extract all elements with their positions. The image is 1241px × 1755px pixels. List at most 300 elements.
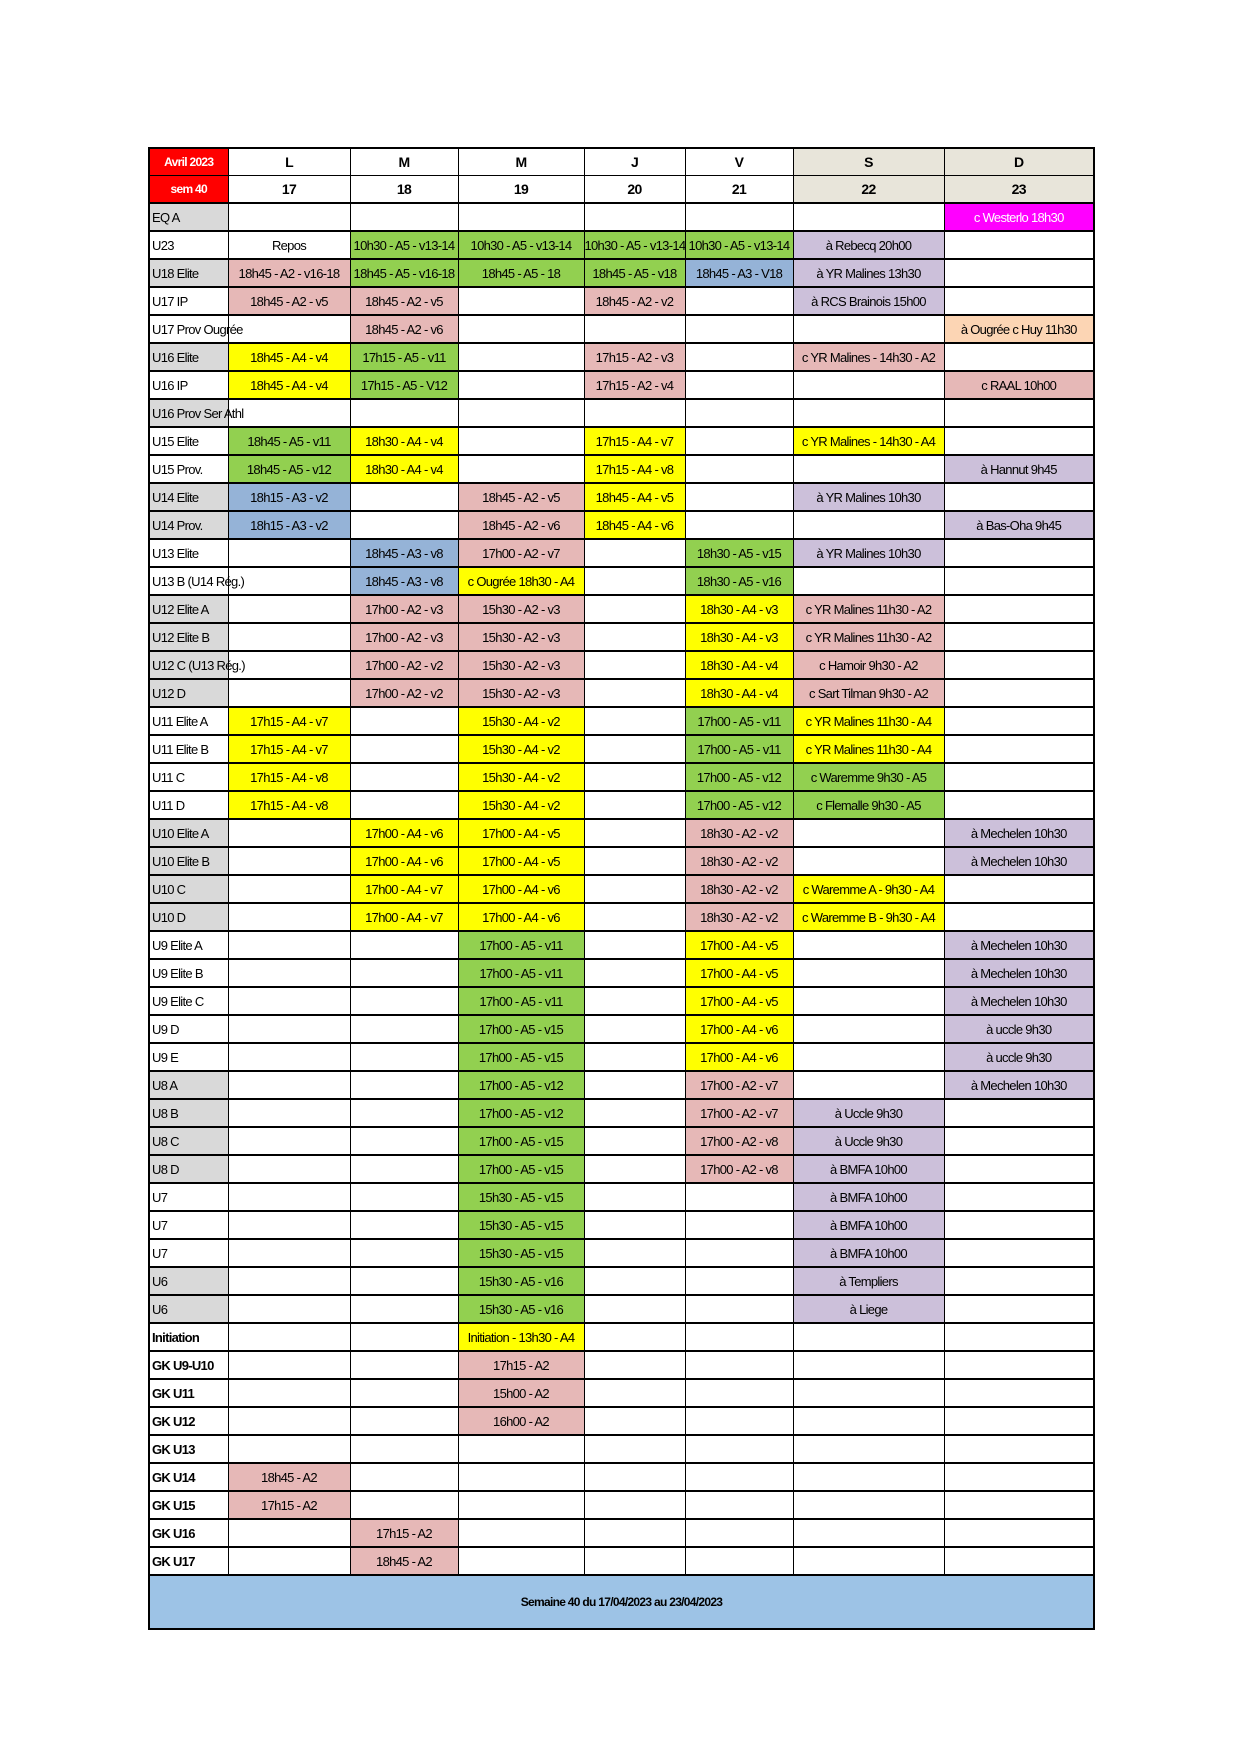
schedule-cell xyxy=(584,539,685,567)
schedule-cell xyxy=(584,1043,685,1071)
schedule-cell: c YR Malines - 14h30 - A2 xyxy=(793,343,944,371)
schedule-cell: 15h30 - A2 - v3 xyxy=(458,651,584,679)
schedule-cell: 18h45 - A2 - v16-18 xyxy=(228,259,350,287)
schedule-cell xyxy=(584,623,685,651)
schedule-cell xyxy=(458,371,584,399)
schedule-cell: 18h45 - A4 - v4 xyxy=(228,371,350,399)
month-label: Avril 2023 xyxy=(149,148,228,176)
schedule-cell: 17h15 - A4 - v7 xyxy=(228,707,350,735)
schedule-cell xyxy=(793,1491,944,1519)
schedule-cell xyxy=(458,1519,584,1547)
schedule-cell: 18h45 - A3 - v8 xyxy=(350,567,458,595)
table-row xyxy=(149,679,1094,707)
schedule-cell: 15h00 - A2 xyxy=(458,1379,584,1407)
schedule-cell xyxy=(584,875,685,903)
table-row xyxy=(149,399,1094,427)
schedule-cell: 17h15 - A4 - v8 xyxy=(584,455,685,483)
schedule-cell xyxy=(350,1211,458,1239)
day-date-mon: 17 xyxy=(228,176,350,204)
team-label: GK U12 xyxy=(149,1407,228,1435)
schedule-cell: c Ougrée 18h30 - A4 xyxy=(458,567,584,595)
schedule-cell: 18h45 - A2 - v2 xyxy=(584,287,685,315)
schedule-cell xyxy=(944,567,1094,595)
schedule-cell: 17h00 - A5 - v12 xyxy=(458,1099,584,1127)
day-date-tue: 18 xyxy=(350,176,458,204)
schedule-cell: 18h45 - A2 xyxy=(350,1547,458,1575)
schedule-cell xyxy=(685,1435,793,1463)
schedule-cell: 17h00 - A5 - v11 xyxy=(458,931,584,959)
team-label: U14 Elite xyxy=(149,483,228,511)
schedule-cell xyxy=(458,287,584,315)
table-row xyxy=(149,987,1094,1015)
schedule-cell xyxy=(944,679,1094,707)
schedule-cell xyxy=(228,987,350,1015)
schedule-cell: Initiation - 13h30 - A4 xyxy=(458,1323,584,1351)
schedule-cell: à Liege xyxy=(793,1295,944,1323)
table-row xyxy=(149,1351,1094,1379)
week-label: sem 40 xyxy=(149,176,228,204)
schedule-cell: 17h15 - A2 - v4 xyxy=(584,371,685,399)
team-label: U12 Elite A xyxy=(149,595,228,623)
schedule-cell: 17h00 - A5 - v11 xyxy=(458,959,584,987)
schedule-cell: c YR Malines - 14h30 - A4 xyxy=(793,427,944,455)
schedule-cell: à Mechelen 10h30 xyxy=(944,1071,1094,1099)
weekly-schedule-table xyxy=(148,147,1095,1630)
table-row xyxy=(149,1295,1094,1323)
team-label: U10 C xyxy=(149,875,228,903)
schedule-cell xyxy=(793,1323,944,1351)
table-row xyxy=(149,539,1094,567)
schedule-cell xyxy=(228,203,350,231)
schedule-cell: à Mechelen 10h30 xyxy=(944,987,1094,1015)
schedule-cell xyxy=(944,651,1094,679)
day-letter-mon: L xyxy=(228,148,350,176)
schedule-cell: à Mechelen 10h30 xyxy=(944,959,1094,987)
schedule-cell: 17h15 - A2 xyxy=(458,1351,584,1379)
schedule-cell xyxy=(350,1043,458,1071)
schedule-cell: 10h30 - A5 - v13-14 xyxy=(584,231,685,259)
schedule-cell: 17h00 - A4 - v6 xyxy=(458,875,584,903)
day-letter-tue: M xyxy=(350,148,458,176)
team-label: EQ A xyxy=(149,203,228,231)
schedule-cell: 17h00 - A5 - v15 xyxy=(458,1015,584,1043)
table-row xyxy=(149,1463,1094,1491)
table-row xyxy=(149,1127,1094,1155)
table-row xyxy=(149,1323,1094,1351)
schedule-cell: 18h15 - A3 - v2 xyxy=(228,511,350,539)
team-label: GK U17 xyxy=(149,1547,228,1575)
schedule-cell xyxy=(584,1267,685,1295)
table-row xyxy=(149,1239,1094,1267)
day-date-thu: 20 xyxy=(584,176,685,204)
schedule-cell: 17h00 - A2 - v2 xyxy=(350,679,458,707)
schedule-cell xyxy=(584,987,685,1015)
schedule-cell: 17h00 - A4 - v5 xyxy=(685,959,793,987)
schedule-cell: 18h15 - A3 - v2 xyxy=(228,483,350,511)
schedule-cell xyxy=(350,1183,458,1211)
schedule-cell xyxy=(350,483,458,511)
schedule-cell xyxy=(685,511,793,539)
schedule-cell xyxy=(944,1155,1094,1183)
team-label: U14 Prov. xyxy=(149,511,228,539)
schedule-cell xyxy=(584,1239,685,1267)
schedule-cell xyxy=(350,1155,458,1183)
schedule-cell xyxy=(228,1379,350,1407)
table-row xyxy=(149,1267,1094,1295)
schedule-cell xyxy=(944,1407,1094,1435)
team-label: GK U15 xyxy=(149,1491,228,1519)
schedule-cell xyxy=(228,1519,350,1547)
schedule-cell xyxy=(458,1435,584,1463)
day-letter-thu: J xyxy=(584,148,685,176)
schedule-cell xyxy=(228,1239,350,1267)
schedule-cell: à YR Malines 13h30 xyxy=(793,259,944,287)
schedule-cell xyxy=(228,959,350,987)
schedule-cell: à Uccle 9h30 xyxy=(793,1127,944,1155)
schedule-cell xyxy=(584,959,685,987)
schedule-cell xyxy=(228,567,350,595)
day-date-wed: 19 xyxy=(458,176,584,204)
team-label: U11 Elite A xyxy=(149,707,228,735)
schedule-cell: 17h00 - A4 - v5 xyxy=(685,987,793,1015)
schedule-cell: c Sart Tilman 9h30 - A2 xyxy=(793,679,944,707)
schedule-cell xyxy=(584,1379,685,1407)
schedule-cell xyxy=(685,1239,793,1267)
team-label: U7 xyxy=(149,1239,228,1267)
schedule-cell xyxy=(228,1099,350,1127)
schedule-cell: 18h30 - A2 - v2 xyxy=(685,847,793,875)
schedule-cell xyxy=(944,399,1094,427)
schedule-cell: 17h15 - A5 - V12 xyxy=(350,371,458,399)
schedule-cell: 17h00 - A5 - v12 xyxy=(685,791,793,819)
team-label: U9 Elite C xyxy=(149,987,228,1015)
team-label: U16 IP xyxy=(149,371,228,399)
team-label: U23 xyxy=(149,231,228,259)
schedule-cell xyxy=(685,371,793,399)
table-row xyxy=(149,1211,1094,1239)
team-label: U7 xyxy=(149,1183,228,1211)
schedule-cell xyxy=(350,735,458,763)
schedule-cell xyxy=(350,1491,458,1519)
schedule-cell xyxy=(685,1379,793,1407)
table-row xyxy=(149,875,1094,903)
schedule-cell: à Bas-Oha 9h45 xyxy=(944,511,1094,539)
schedule-cell xyxy=(584,1463,685,1491)
table-row xyxy=(149,427,1094,455)
table-row xyxy=(149,847,1094,875)
schedule-cell: à Mechelen 10h30 xyxy=(944,847,1094,875)
table-row xyxy=(149,1435,1094,1463)
schedule-cell: 17h00 - A4 - v5 xyxy=(458,847,584,875)
header-day-dates-row xyxy=(149,176,1094,204)
schedule-cell xyxy=(944,1267,1094,1295)
team-label: U12 D xyxy=(149,679,228,707)
schedule-cell xyxy=(584,1099,685,1127)
schedule-cell xyxy=(350,1239,458,1267)
team-label: U18 Elite xyxy=(149,259,228,287)
schedule-header xyxy=(149,148,1094,203)
schedule-cell: 15h30 - A2 - v3 xyxy=(458,679,584,707)
schedule-cell xyxy=(584,707,685,735)
schedule-cell xyxy=(793,1435,944,1463)
schedule-cell xyxy=(944,1379,1094,1407)
table-row xyxy=(149,1491,1094,1519)
schedule-cell xyxy=(584,651,685,679)
schedule-cell xyxy=(944,1183,1094,1211)
schedule-cell: 18h45 - A5 - v18 xyxy=(584,259,685,287)
schedule-cell: à YR Malines 10h30 xyxy=(793,483,944,511)
schedule-cell: 17h00 - A4 - v7 xyxy=(350,875,458,903)
schedule-cell: 18h30 - A5 - v15 xyxy=(685,539,793,567)
schedule-cell xyxy=(685,1351,793,1379)
day-date-fri: 21 xyxy=(685,176,793,204)
schedule-cell xyxy=(944,1099,1094,1127)
table-row xyxy=(149,707,1094,735)
team-label: Initiation xyxy=(149,1323,228,1351)
schedule-cell: c Waremme 9h30 - A5 xyxy=(793,763,944,791)
schedule-cell xyxy=(350,1435,458,1463)
schedule-cell: 17h00 - A5 - v11 xyxy=(685,735,793,763)
schedule-cell xyxy=(685,1211,793,1239)
schedule-cell xyxy=(228,1183,350,1211)
schedule-cell xyxy=(944,875,1094,903)
schedule-cell xyxy=(350,1127,458,1155)
schedule-cell xyxy=(584,315,685,343)
schedule-cell xyxy=(685,427,793,455)
schedule-cell xyxy=(584,1071,685,1099)
schedule-cell: 17h00 - A2 - v8 xyxy=(685,1127,793,1155)
day-letter-sat: S xyxy=(793,148,944,176)
schedule-cell xyxy=(228,1043,350,1071)
schedule-cell xyxy=(228,315,350,343)
schedule-cell: 18h30 - A2 - v2 xyxy=(685,875,793,903)
schedule-cell: 17h00 - A5 - v15 xyxy=(458,1155,584,1183)
schedule-cell: à Templiers xyxy=(793,1267,944,1295)
schedule-cell: 18h45 - A5 - v16-18 xyxy=(350,259,458,287)
schedule-cell: 18h30 - A4 - v3 xyxy=(685,595,793,623)
schedule-cell xyxy=(458,315,584,343)
schedule-cell xyxy=(584,819,685,847)
schedule-cell: 18h30 - A4 - v3 xyxy=(685,623,793,651)
table-row xyxy=(149,651,1094,679)
schedule-cell xyxy=(228,1351,350,1379)
schedule-cell xyxy=(944,1519,1094,1547)
schedule-cell xyxy=(584,203,685,231)
schedule-cell: c Waremme A - 9h30 - A4 xyxy=(793,875,944,903)
schedule-cell xyxy=(685,1491,793,1519)
schedule-cell: à Uccle 9h30 xyxy=(793,1099,944,1127)
schedule-cell: 17h15 - A4 - v8 xyxy=(228,763,350,791)
schedule-cell xyxy=(228,1155,350,1183)
table-row xyxy=(149,959,1094,987)
schedule-cell xyxy=(584,567,685,595)
schedule-cell: 18h45 - A3 - v8 xyxy=(350,539,458,567)
schedule-cell xyxy=(685,1295,793,1323)
schedule-cell xyxy=(793,371,944,399)
schedule-cell: 15h30 - A4 - v2 xyxy=(458,791,584,819)
team-label: GK U9-U10 xyxy=(149,1351,228,1379)
schedule-cell xyxy=(944,763,1094,791)
schedule-cell xyxy=(685,1323,793,1351)
schedule-cell xyxy=(350,1295,458,1323)
schedule-cell xyxy=(584,1491,685,1519)
schedule-cell xyxy=(228,623,350,651)
schedule-cell xyxy=(944,623,1094,651)
schedule-cell: à uccle 9h30 xyxy=(944,1043,1094,1071)
team-label: U12 Elite B xyxy=(149,623,228,651)
schedule-cell: à BMFA 10h00 xyxy=(793,1211,944,1239)
schedule-cell: 17h00 - A5 - v12 xyxy=(685,763,793,791)
schedule-cell xyxy=(944,707,1094,735)
schedule-cell: 18h30 - A4 - v4 xyxy=(350,455,458,483)
schedule-cell: à uccle 9h30 xyxy=(944,1015,1094,1043)
schedule-cell: à Hannut 9h45 xyxy=(944,455,1094,483)
day-letter-fri: V xyxy=(685,148,793,176)
schedule-footer xyxy=(149,1575,1094,1629)
schedule-cell xyxy=(793,1547,944,1575)
schedule-cell xyxy=(944,1463,1094,1491)
schedule-cell xyxy=(584,1211,685,1239)
schedule-cell: à Rebecq 20h00 xyxy=(793,231,944,259)
schedule-cell xyxy=(944,483,1094,511)
schedule-cell xyxy=(944,1547,1094,1575)
team-label: U8 B xyxy=(149,1099,228,1127)
schedule-cell: 18h30 - A5 - v16 xyxy=(685,567,793,595)
schedule-cell: 18h45 - A2 - v5 xyxy=(458,483,584,511)
day-letter-sun: D xyxy=(944,148,1094,176)
schedule-cell: 17h00 - A2 - v8 xyxy=(685,1155,793,1183)
schedule-cell xyxy=(458,1463,584,1491)
table-row xyxy=(149,1015,1094,1043)
schedule-cell xyxy=(944,1211,1094,1239)
schedule-cell: 15h30 - A2 - v3 xyxy=(458,623,584,651)
schedule-cell xyxy=(458,203,584,231)
schedule-cell xyxy=(584,735,685,763)
team-label: U15 Elite xyxy=(149,427,228,455)
team-label: GK U13 xyxy=(149,1435,228,1463)
schedule-cell: 15h30 - A5 - v16 xyxy=(458,1267,584,1295)
schedule-cell: 17h00 - A2 - v3 xyxy=(350,623,458,651)
team-label: GK U16 xyxy=(149,1519,228,1547)
schedule-cell: 15h30 - A5 - v16 xyxy=(458,1295,584,1323)
schedule-cell xyxy=(793,1379,944,1407)
table-row xyxy=(149,735,1094,763)
team-label: U13 B (U14 Rég.) xyxy=(149,567,228,595)
team-label: U8 A xyxy=(149,1071,228,1099)
schedule-cell xyxy=(584,1015,685,1043)
schedule-cell xyxy=(458,455,584,483)
schedule-cell xyxy=(793,511,944,539)
schedule-cell: 17h00 - A5 - v12 xyxy=(458,1071,584,1099)
table-row xyxy=(149,1407,1094,1435)
table-row xyxy=(149,1099,1094,1127)
table-row xyxy=(149,595,1094,623)
schedule-cell xyxy=(584,399,685,427)
schedule-cell xyxy=(350,1463,458,1491)
team-label: U11 D xyxy=(149,791,228,819)
schedule-cell: 17h00 - A2 - v7 xyxy=(685,1099,793,1127)
schedule-cell xyxy=(584,1519,685,1547)
table-row xyxy=(149,315,1094,343)
schedule-cell: 17h00 - A5 - v11 xyxy=(685,707,793,735)
table-row xyxy=(149,203,1094,231)
table-row xyxy=(149,1379,1094,1407)
team-label: U17 Prov Ougrée xyxy=(149,315,228,343)
schedule-cell xyxy=(685,483,793,511)
schedule-cell xyxy=(584,903,685,931)
table-row xyxy=(149,231,1094,259)
week-range-footer: Semaine 40 du 17/04/2023 au 23/04/2023 xyxy=(149,1575,1094,1629)
schedule-cell xyxy=(584,1547,685,1575)
schedule-cell: 17h15 - A4 - v7 xyxy=(584,427,685,455)
team-label: U8 D xyxy=(149,1155,228,1183)
schedule-cell: 18h45 - A2 xyxy=(228,1463,350,1491)
schedule-cell xyxy=(944,1323,1094,1351)
schedule-cell: 18h30 - A2 - v2 xyxy=(685,903,793,931)
schedule-cell: à Mechelen 10h30 xyxy=(944,931,1094,959)
schedule-cell: Repos xyxy=(228,231,350,259)
schedule-cell xyxy=(944,1295,1094,1323)
schedule-cell xyxy=(685,1519,793,1547)
schedule-cell xyxy=(685,203,793,231)
team-label: U13 Elite xyxy=(149,539,228,567)
schedule-cell: c Waremme B - 9h30 - A4 xyxy=(793,903,944,931)
schedule-cell xyxy=(793,567,944,595)
schedule-cell xyxy=(228,1547,350,1575)
table-row xyxy=(149,343,1094,371)
schedule-cell xyxy=(584,1435,685,1463)
schedule-cell xyxy=(793,1015,944,1043)
schedule-cell xyxy=(350,1015,458,1043)
schedule-cell xyxy=(944,231,1094,259)
schedule-cell: à Mechelen 10h30 xyxy=(944,819,1094,847)
schedule-cell: c YR Malines 11h30 - A2 xyxy=(793,595,944,623)
schedule-cell: 17h00 - A5 - v15 xyxy=(458,1043,584,1071)
schedule-cell xyxy=(228,595,350,623)
team-label: U8 C xyxy=(149,1127,228,1155)
schedule-cell: c Westerlo 18h30 xyxy=(944,203,1094,231)
schedule-cell xyxy=(584,595,685,623)
schedule-cell xyxy=(350,203,458,231)
schedule-cell xyxy=(458,399,584,427)
schedule-cell: 18h45 - A2 - v5 xyxy=(350,287,458,315)
schedule-cell: 17h00 - A4 - v6 xyxy=(458,903,584,931)
schedule-cell xyxy=(944,287,1094,315)
schedule-cell: 17h00 - A4 - v6 xyxy=(685,1043,793,1071)
team-label: U9 E xyxy=(149,1043,228,1071)
schedule-cell xyxy=(350,511,458,539)
schedule-cell: 18h45 - A4 - v4 xyxy=(228,343,350,371)
schedule-cell xyxy=(584,1127,685,1155)
schedule-cell xyxy=(228,931,350,959)
schedule-cell xyxy=(458,343,584,371)
team-label: U9 Elite A xyxy=(149,931,228,959)
table-row xyxy=(149,259,1094,287)
table-row xyxy=(149,455,1094,483)
schedule-cell xyxy=(228,1071,350,1099)
schedule-cell: 18h30 - A4 - v4 xyxy=(350,427,458,455)
schedule-cell xyxy=(793,315,944,343)
schedule-cell xyxy=(228,847,350,875)
schedule-cell xyxy=(350,931,458,959)
schedule-cell xyxy=(584,791,685,819)
schedule-cell xyxy=(793,203,944,231)
schedule-cell: 18h45 - A5 - 18 xyxy=(458,259,584,287)
schedule-cell: 15h30 - A4 - v2 xyxy=(458,707,584,735)
schedule-cell xyxy=(793,1043,944,1071)
schedule-cell xyxy=(685,1267,793,1295)
schedule-cell xyxy=(793,1071,944,1099)
